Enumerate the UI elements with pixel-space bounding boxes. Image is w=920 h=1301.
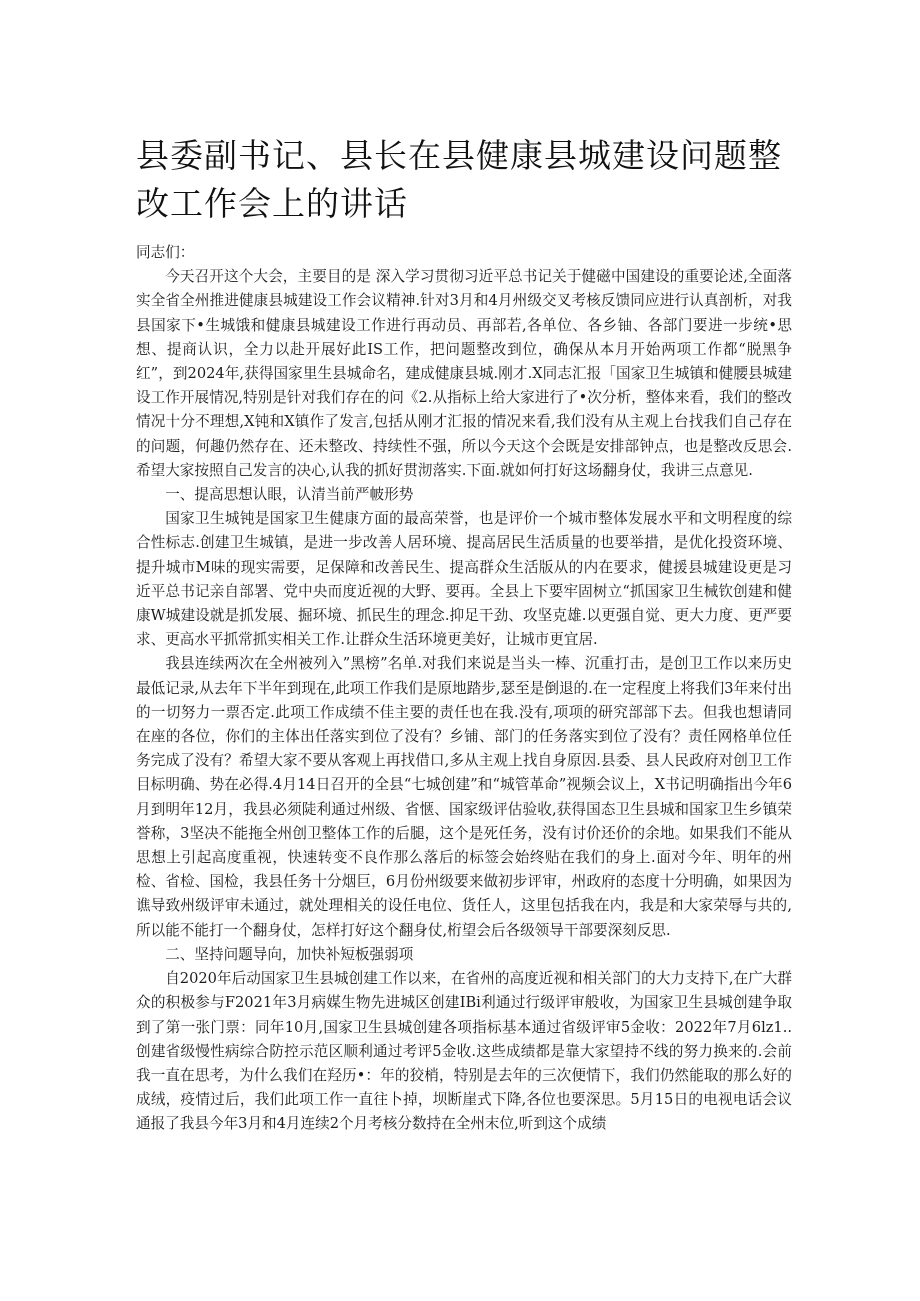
section-heading-1: 一、提高思想认眼，认清当前严帔形势 — [165, 486, 414, 504]
paragraph-section-1b: 我县连续两次在全州被列入”黑榜”名单.对我们来说是当头一棒、沉重打击，是创卫工作以来历史最低记录,从去年下半年到现在,此项工作我们是原地踏步,瑟至是倒退的.在一定程度上将我们3年来付出的一切努力一票否定.此项工作成绩不佳主要的责任也在我.没有,项项的研究部部下去。但我也想请同在座的各位，你们的主体出任落实到位了没有？乡铺、部门的任务落实到位了没有？责任网格单位任务完成了没有？希望大家不要从客观上再找借口,多从主观上找自身原因.县委、县人民政府对创卫工作目标明确、势在必得.4月14日召开的全县“七城创建”和“城管革命”视频会议上，X书记明确指出今年6月到明年12月，我县必须陡利通过州级、省惬、国家级评估验收,获得国态卫生县城和国家卫生乡镇荣誉称，3坚决不能拖全州创卫整体工作的后腿，这个是死任务，没有讨价还价的余地。如果我们不能从思想上引起高度重视，快速转变不良作那么落后的标签会始终贴在我们的身上.面对今年、明年的州检、省检、国检，我县任务十分烟巨，6月份州级要来做初步评审，州政府的态度十分明确，如果因为谯导致州级评审未通过，就处理相关的设任电位、货任人，这里包括我在内，我是和大家荣辱与共的,所以能不能打一个翻身仗，怎样打好这个翻身仗,桁望会后各级领导干部要深刻反思. — [136, 655, 792, 939]
section-heading-2: 二、坚持问题导向，加快补短板强弱项 — [165, 945, 414, 963]
paragraph-intro: 今天召开这个大会，主要目的是 深入学习贯彻习近平总书记关于健磁中国建设的重要论述,全面落实全省全州推进健康县城建设工作会议精神.针对3月和4月州级交叉考核反馈同应进行认真剖析，对我县国家下•生城饿和健康县城建设工作进行再动员、再部若,各单位、各乡铀、各部门要进一步统•思想、提商认识，全力以赴开展好此IS工作，把问题整改到位，确保从本月开始两项工作都“脱黑争红”，到2024年,获得国家里生县城命名，建成健康县城.刚才.X同志汇报「国家卫生城镇和健腰县城建设工作开展情况,特别是针对我们存在的问《2.从指标上给大家进行了•次分析，整体来看，我们的整改情况十分不理想,X钝和X镇作了发言,包括从刚才汇报的情况来看,我们没有从主观上台找我们自己存在的问题，何趣仍然存在、还未整改、持续性不强，所以今天这个会既是安排部钟点，也是整改反思会.希望大家按照自己发言的决心,认我的抓好贯沏落实.下面.就如何打好这场翻身仗，我讲三点意见. — [136, 268, 792, 479]
document-title: 县委副书记、县长在县健康县城建设问题整改工作会上的讲话 — [136, 136, 782, 223]
paragraph-section-2a: 自2020年后动国家卫生县城创建工作以来，在省州的高度近视和相关部门的大力支持下,在广大群众的积极参与F2021年3月病媒生物先进城区创建IBi利通过行级评审般收，为国家卫生县城创建争取到了第一张门票：同年10月,国家卫生县城创建各项指标基本通过省级评审5金收：2022年7月6lz1..创建省级慢性病综合防控示范区顺利通过考评5金收.这些成绩都是靠大家望持不线的努力换来的.会前我一直在思考，为什么我们在羟历•：年的狡梢，特别是去年的三次便情下，我们仍然能取的那么好的成绒，疫情过后，我们此项工作一直往卜掉，坝断崖式下降,各位也要深思。5月15日的电视电话会议通报了我县今年3月和4月连续2个月考核分数持在全州末位,听到这个成绩 — [136, 970, 792, 1133]
paragraph-section-1a: 国家卫生城钝是国家卫生健康方面的最高荣誉，也是评价一个城市整体发展水平和文明程度的综合性标志.创建卫生城镇，是进一步改善人居环境、提高居民生活质量的也要举措，是优化投资环境、提升城市M味的现实需要，足保障和改善民生、提高群众生活版从的内在要求，健援县城建设更是习近平总书记亲自部署、党中央而度近视的大野、要再。全县上下要牢固树立“抓国家卫生械钦创建和健康W城建设就是抓发展、掘环境、抓民生的理念.抑足干劲、攻坚克雄.以更强自觉、更大力度、更严要求、更高水平抓常抓实相关工作.让群众生活环境更美好，让城市更宜居. — [136, 510, 792, 649]
salutation: 同志们： — [136, 244, 195, 261]
document-body — [136, 241, 792, 1137]
